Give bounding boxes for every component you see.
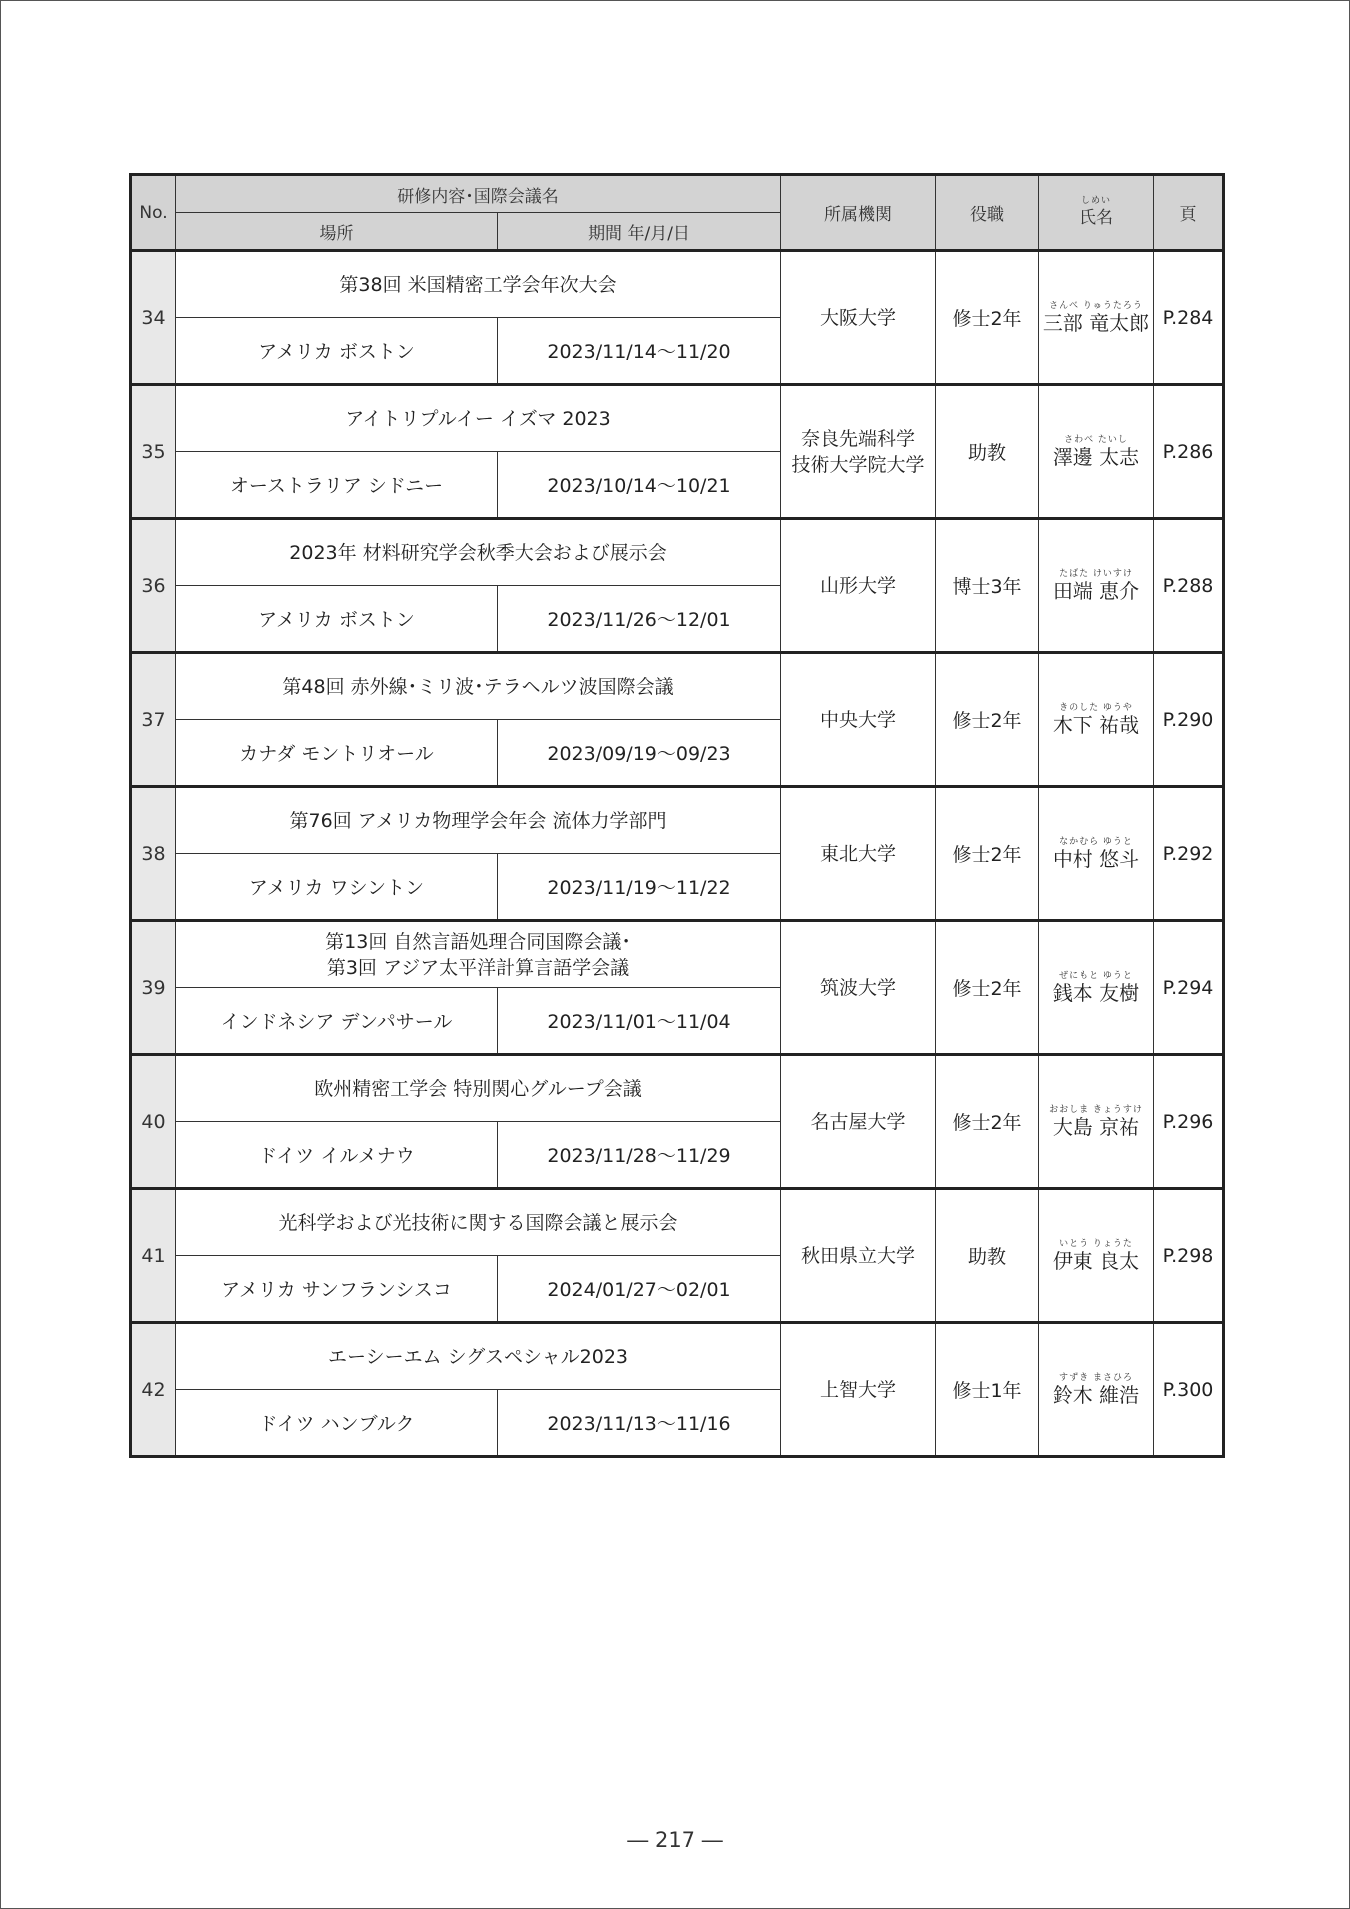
conference-title: 第13回 自然言語処理合同国際会議･ 第3回 アジア太平洋計算言語学会議 [176,921,781,988]
name-text: 中村 悠斗 [1052,847,1140,871]
institution: 名古屋大学 [781,1055,936,1189]
header-name [1039,175,1154,251]
table-row [131,1189,1224,1323]
name-ruby: おおしま きょうすけ [1049,1105,1143,1115]
institution: 奈良先端科学 技術大学院大学 [781,385,936,519]
name-ruby: なかむら ゆうと [1059,837,1133,847]
table-row [131,251,1224,385]
period: 2023/11/28～11/29 [498,1122,781,1189]
name-text: 大島 京祐 [1052,1115,1140,1139]
header-institution: 所属機関 [781,175,936,251]
conference-title: 第48回 赤外線･ミリ波･テラヘルツ波国際会議 [176,653,781,720]
person-name [1039,787,1154,921]
location: アメリカ ボストン [176,318,498,385]
header-name-label: 氏名 [1079,208,1113,228]
header-no: No. [131,175,176,251]
table-row [131,385,1224,519]
header-page: 頁 [1154,175,1224,251]
name-text: 木下 祐哉 [1052,713,1140,737]
location: インドネシア デンパサール [176,988,498,1055]
table-row [131,1323,1224,1457]
person-name [1039,519,1154,653]
institution: 山形大学 [781,519,936,653]
name-ruby: きのした ゆうや [1059,703,1133,713]
row-number: 42 [131,1323,176,1457]
page-number: ― 217 ― [627,1828,723,1852]
conference-table [129,173,1225,1458]
location: オーストラリア シドニー [176,452,498,519]
name-text: 銭本 友樹 [1052,981,1140,1005]
header-role: 役職 [936,175,1039,251]
table-header [131,175,1224,251]
role: 修士2年 [936,251,1039,385]
conference-title: エーシーエム シグスペシャル2023 [176,1323,781,1390]
period: 2024/01/27～02/01 [498,1256,781,1323]
name-text: 鈴木 維浩 [1052,1383,1140,1407]
row-number: 34 [131,251,176,385]
location: アメリカ ボストン [176,586,498,653]
period: 2023/09/19～09/23 [498,720,781,787]
table-row [131,921,1224,1055]
table-row [131,787,1224,921]
role: 助教 [936,385,1039,519]
row-number: 37 [131,653,176,787]
name-text: 伊東 良太 [1052,1249,1140,1273]
page-ref: P.284 [1154,251,1224,385]
header-name-ruby: しめい [1080,196,1111,206]
name-ruby: いとう りょうた [1059,1239,1133,1249]
institution: 上智大学 [781,1323,936,1457]
page-ref: P.294 [1154,921,1224,1055]
person-name [1039,653,1154,787]
page-ref: P.296 [1154,1055,1224,1189]
name-ruby: すずき まさひろ [1059,1373,1133,1383]
name-text: 田端 恵介 [1052,579,1140,603]
row-number: 36 [131,519,176,653]
name-ruby: さんべ りゅうたろう [1049,301,1143,311]
row-number: 41 [131,1189,176,1323]
row-number: 38 [131,787,176,921]
role: 修士2年 [936,1055,1039,1189]
name-text: 三部 竜太郎 [1042,311,1150,335]
person-name [1039,385,1154,519]
table-row [131,519,1224,653]
name-text: 澤邊 太志 [1052,445,1140,469]
page-ref: P.298 [1154,1189,1224,1323]
row-number: 35 [131,385,176,519]
role: 修士2年 [936,653,1039,787]
header-period: 期間 年/月/日 [498,213,781,251]
person-name [1039,921,1154,1055]
period: 2023/11/14～11/20 [498,318,781,385]
name-ruby: たばた けいすけ [1059,569,1133,579]
period: 2023/11/26～12/01 [498,586,781,653]
page-ref: P.288 [1154,519,1224,653]
period: 2023/10/14～10/21 [498,452,781,519]
person-name [1039,1055,1154,1189]
location: アメリカ サンフランシスコ [176,1256,498,1323]
location: アメリカ ワシントン [176,854,498,921]
conference-title: 光科学および光技術に関する国際会議と展示会 [176,1189,781,1256]
role: 修士2年 [936,787,1039,921]
period: 2023/11/19～11/22 [498,854,781,921]
institution: 東北大学 [781,787,936,921]
name-ruby: ぜにもと ゆうと [1059,971,1133,981]
role: 修士2年 [936,921,1039,1055]
name-ruby: さわべ たいし [1064,435,1128,445]
institution: 筑波大学 [781,921,936,1055]
location: ドイツ ハンブルク [176,1390,498,1457]
page-ref: P.292 [1154,787,1224,921]
page-ref: P.290 [1154,653,1224,787]
role: 修士1年 [936,1323,1039,1457]
conference-title: 第76回 アメリカ物理学会年会 流体力学部門 [176,787,781,854]
header-content: 研修内容･国際会議名 [176,175,781,213]
person-name [1039,251,1154,385]
role: 博士3年 [936,519,1039,653]
role: 助教 [936,1189,1039,1323]
institution: 中央大学 [781,653,936,787]
conference-title: 欧州精密工学会 特別関心グループ会議 [176,1055,781,1122]
conference-title: 2023年 材料研究学会秋季大会および展示会 [176,519,781,586]
table-row [131,1055,1224,1189]
row-number: 39 [131,921,176,1055]
period: 2023/11/13～11/16 [498,1390,781,1457]
conference-title: アイトリプルイー イズマ 2023 [176,385,781,452]
person-name [1039,1323,1154,1457]
location: ドイツ イルメナウ [176,1122,498,1189]
page-ref: P.286 [1154,385,1224,519]
person-name [1039,1189,1154,1323]
location: カナダ モントリオール [176,720,498,787]
period: 2023/11/01～11/04 [498,988,781,1055]
institution: 秋田県立大学 [781,1189,936,1323]
table-row [131,653,1224,787]
row-number: 40 [131,1055,176,1189]
header-place: 場所 [176,213,498,251]
conference-title: 第38回 米国精密工学会年次大会 [176,251,781,318]
institution: 大阪大学 [781,251,936,385]
page-ref: P.300 [1154,1323,1224,1457]
